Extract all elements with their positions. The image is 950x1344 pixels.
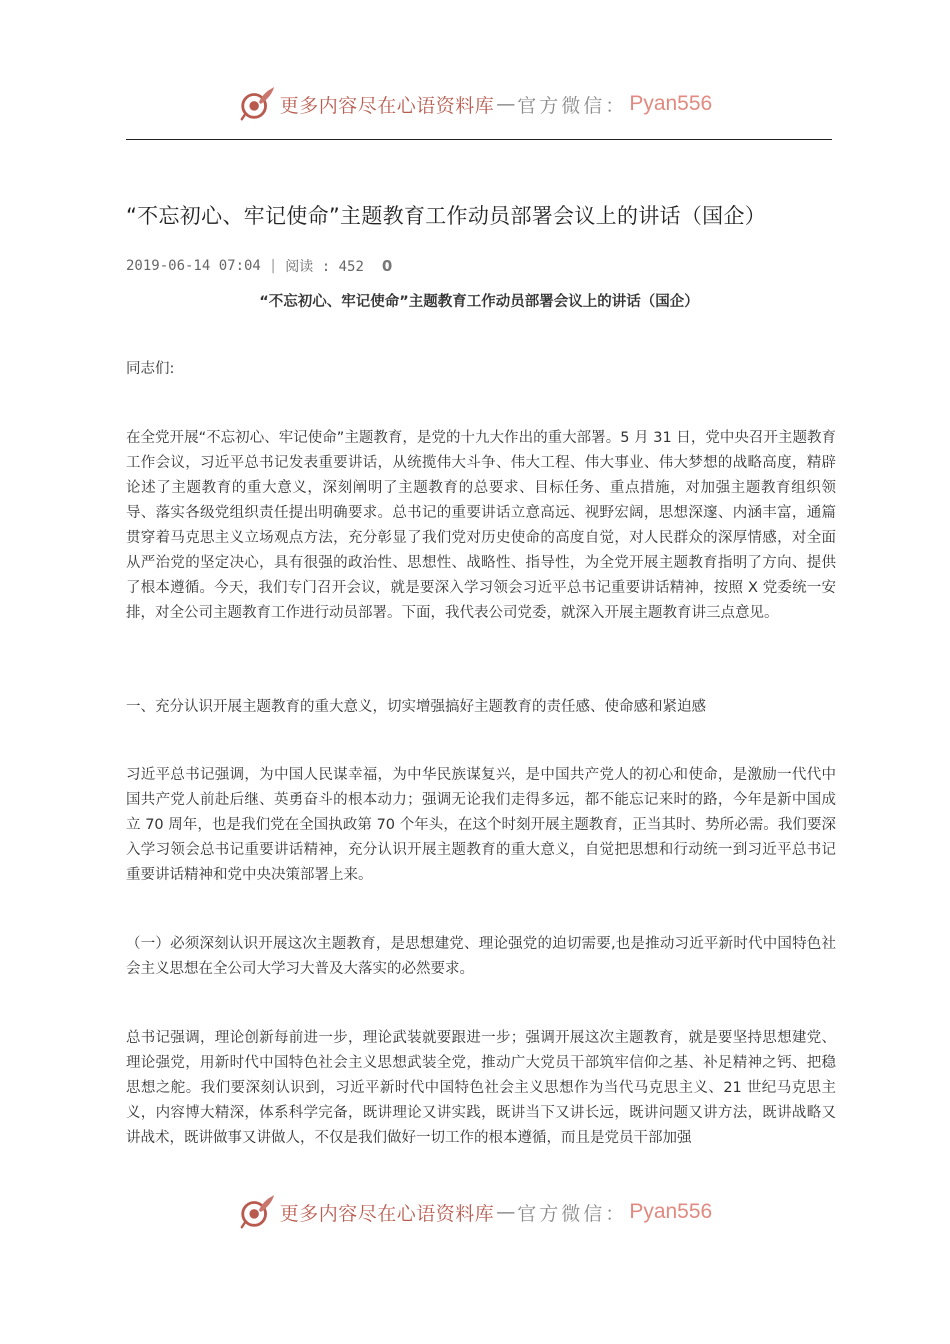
body-paragraph: 总书记强调，理论创新每前进一步，理论武装就要跟进一步；强调开展这次主题教育，就是要坚持思想建党、理论强党，用新时代中国特色社会主义思想武装全党，推动广大党员干部筑牢信仰之基、补足精神之钙、把稳思想之舵。我们要深刻认识到，习近平新时代中国特色社会主义思想作为当代马克思主义、21 世纪马克思主义，内容博大精深，体系科学完备，既讲理论又讲实践，既讲当下又讲长远，既讲问题又讲方法，既讲战略又讲战术，既讲做事又讲做人，不仅是我们做好一切工作的根本遵循，而且是党员干部加强 xyxy=(126,1030,836,1146)
comment-count[interactable]: 0 xyxy=(381,257,393,275)
read-count: 阅读 : 452 xyxy=(285,259,364,275)
footer-banner xyxy=(0,1190,950,1234)
body-paragraph: 在全党开展“不忘初心、牢记使命”主题教育，是党的十九大作出的重大部署。5 月 31 日，党中央召开主题教育工作会议，习近平总书记发表重要讲话，从统揽伟大斗争、伟大工程、伟大事业、伟大梦想的战略高度，精辟论述了主题教育的重大意义，深刻阐明了主题教育的总要求、目标任务、重点措施，对加强主题教育组织领导、落实各级党组织责任提出明确要求。总书记的重要讲话立意高远、视野宏阔，思想深邃、内涵丰富，通篇贯穿着马克思主义立场观点方法，充分彰显了我们党对历史使命的高度自觉，对人民群众的深厚情感，对全面从严治党的坚定决心，具有很强的政治性、思想性、战略性、指导性，为全党开展主题教育指明了方向、提供了根本遵循。今天，我们专门召开会议，就是要深入学习领会习近平总书记重要讲话精神，按照 X 党委统一安排，对全公司主题教育工作进行动员部署。下面，我代表公司党委，就深入开展主题教育讲三点意见。 xyxy=(126,430,836,621)
subsection-heading: （一）必须深刻认识开展这次主题教育，是思想建党、理论强党的迫切需要,也是推动习近平新时代中国特色社会主义思想在全公司大学习大普及大落实的必然要求。 xyxy=(126,936,836,977)
banner-wechat-label: 官方微信： xyxy=(517,94,628,117)
article-subtitle: “不忘初心、牢记使命”主题教育工作动员部署会议上的讲话（国企） xyxy=(259,294,699,310)
banner-wechat-id: Pyan556 xyxy=(629,92,713,115)
banner-separator: — xyxy=(496,1201,516,1223)
banner-text: 更多内容尽在心语资料库 xyxy=(279,1202,495,1225)
body-paragraph: 习近平总书记强调，为中国人民谋幸福，为中华民族谋复兴，是中国共产党人的初心和使命，是激励一代代中国共产党人前赴后继、英勇奋斗的根本动力；强调无论我们走得多远，都不能忘记来时的路，今年是新中国成立 70 周年，也是我们党在全国执政第 70 个年头，在这个时刻开展主题教育，正当其时、势所必需。我们要深入学习领会总书记重要讲话精神，充分认识开展主题教育的重大意义，自觉把思想和行动统一到习近平总书记重要讲话精神和党中央决策部署上来。 xyxy=(126,767,836,883)
quill-logo-icon xyxy=(238,85,276,123)
header-banner xyxy=(0,82,950,126)
header-divider xyxy=(126,139,832,140)
publish-date: 2019-06-14 07:04 xyxy=(126,258,261,274)
meta-divider: | xyxy=(268,258,278,274)
greeting-paragraph: 同志们: xyxy=(126,361,175,377)
article-title: “不忘初心、牢记使命”主题教育工作动员部署会议上的讲话（国企） xyxy=(126,204,767,228)
article-meta xyxy=(126,256,392,276)
banner-text: 更多内容尽在心语资料库 xyxy=(279,94,495,117)
section-heading: 一、充分认识开展主题教育的重大意义，切实增强搞好主题教育的责任感、使命感和紧迫感 xyxy=(126,699,706,715)
banner-wechat-id: Pyan556 xyxy=(629,1200,713,1223)
quill-logo-icon xyxy=(238,1193,276,1231)
banner-separator: — xyxy=(496,93,516,115)
banner-wechat-label: 官方微信： xyxy=(517,1202,628,1225)
